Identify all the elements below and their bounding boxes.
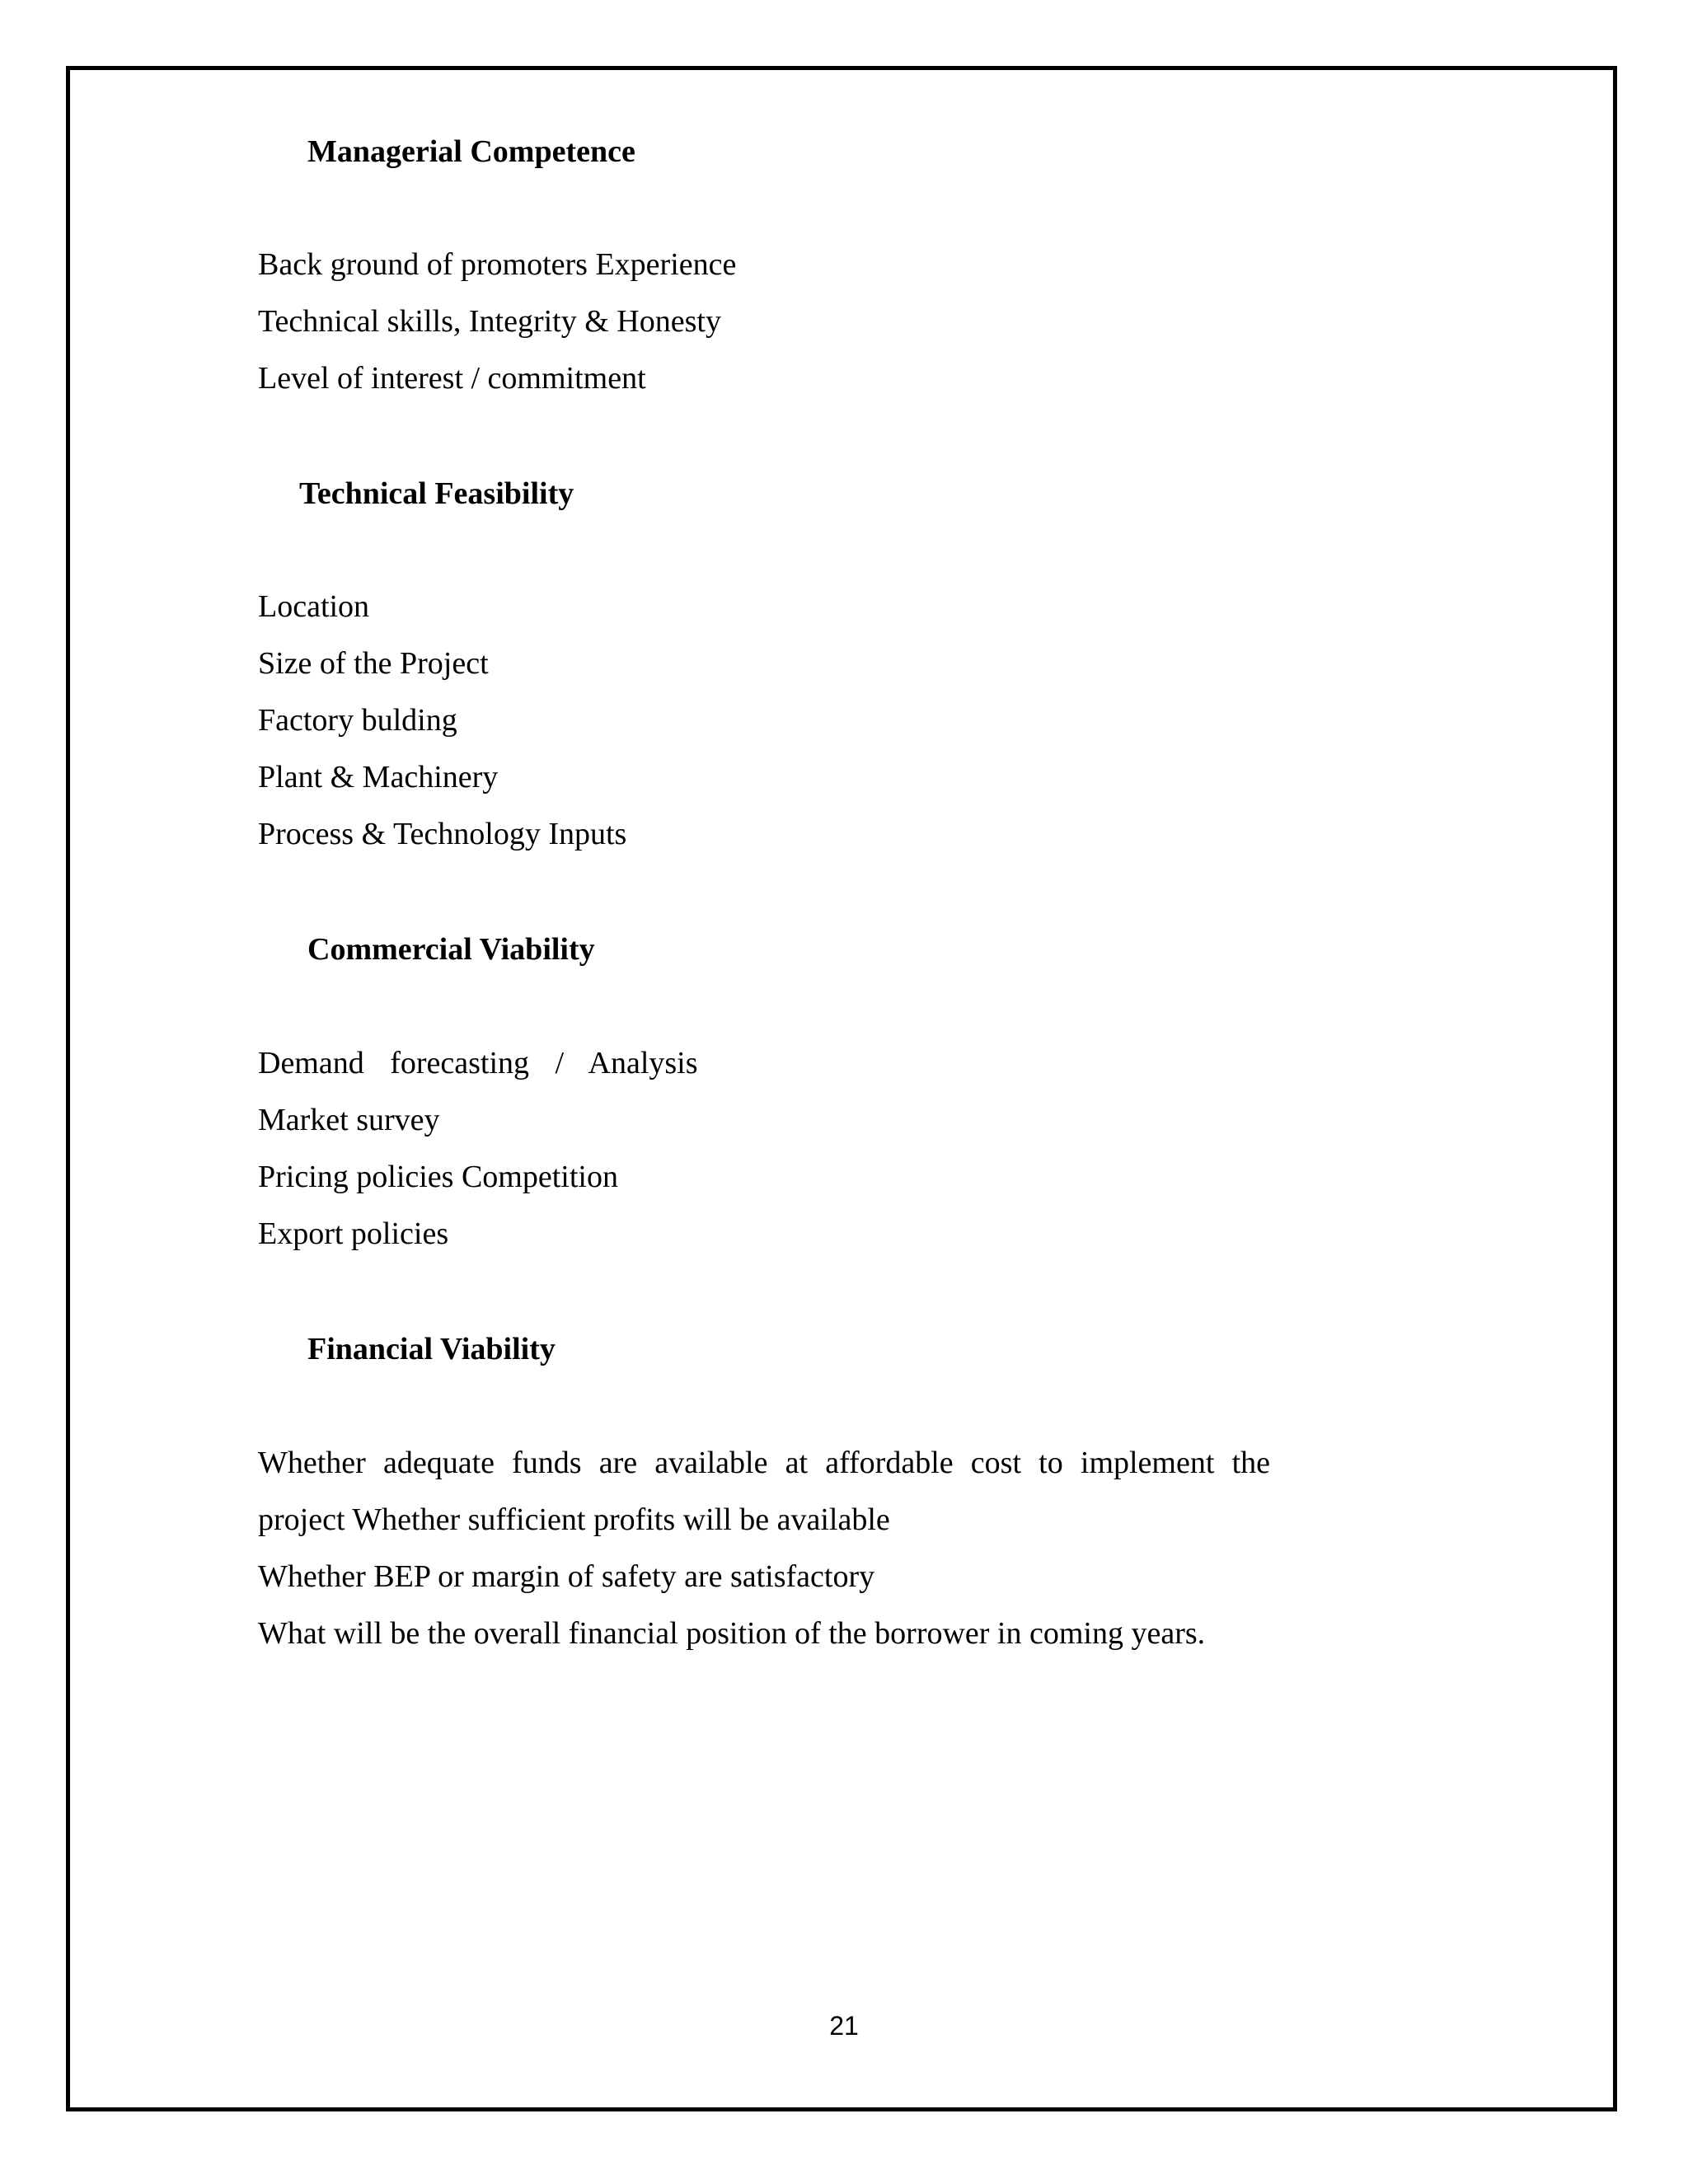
text-line: Process & Technology Inputs — [258, 817, 627, 851]
paragraph-line: Whether adequate funds are available at affordable cost to implement the — [258, 1446, 1270, 1480]
text-line: Pricing policies Competition — [258, 1160, 618, 1194]
text-line: What will be the overall financial position of the borrower in coming years. — [258, 1616, 1206, 1651]
text-line: Demand forecasting / Analysis — [258, 1046, 698, 1080]
text-line: Technical skills, Integrity & Honesty — [258, 304, 721, 339]
text-line: Size of the Project — [258, 646, 489, 681]
text-line: Level of interest / commitment — [258, 361, 646, 396]
text-line: Export policies — [258, 1216, 449, 1251]
section-heading-commercial: Commercial Viability — [307, 932, 595, 967]
text-line: Factory bulding — [258, 703, 457, 738]
text-line: Back ground of promoters Experience — [258, 247, 737, 282]
section-heading-technical: Technical Feasibility — [299, 476, 574, 511]
section-heading-managerial: Managerial Competence — [307, 134, 635, 169]
text-line: Plant & Machinery — [258, 760, 499, 794]
paragraph-line: project Whether sufficient profits will be available — [258, 1502, 890, 1537]
text-line: Whether BEP or margin of safety are satisfactory — [258, 1559, 875, 1594]
text-line: Market survey — [258, 1103, 440, 1137]
text-line: Location — [258, 589, 370, 624]
section-heading-financial: Financial Viability — [307, 1332, 556, 1366]
page-number: 21 — [829, 2011, 859, 2041]
